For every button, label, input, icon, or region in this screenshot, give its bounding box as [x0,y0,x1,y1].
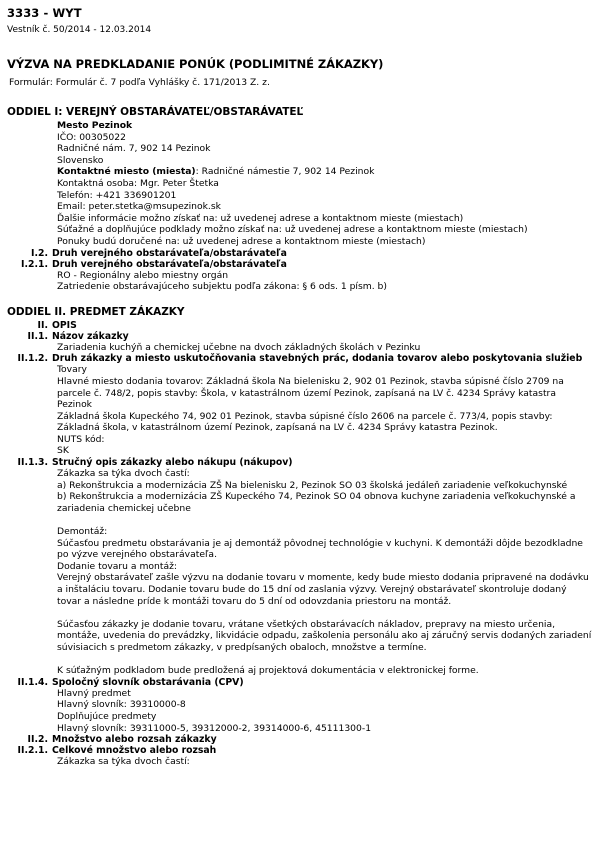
organization-address: Radničné nám. 7, 902 14 Pezinok [57,143,211,155]
clause-ii-opis [0,320,600,331]
section-heading-oddiel-ii: ODDIEL II. PREDMET ZÁKAZKY [7,305,185,318]
bulletin-reference: Vestník č. 50/2014 - 12.03.2014 [7,25,152,35]
contract-type-value: Tovary [57,364,87,376]
clause-i-2-1 [0,259,600,270]
authority-classification: Zatriedenie obstarávajúceho subjektu podľa zákona: § 6 ods. 1 písm. b) [57,281,387,293]
contact-place-label: Kontaktné miesto (miesta) [57,166,196,178]
cpv-main-subject-label: Hlavný predmet [57,687,131,699]
offers-delivery-note: Ponuky budú doručené na: už uvedenej adrese a kontaktnom mieste (miestach) [57,235,426,247]
clause-number: II.1.4. [17,676,48,688]
clause-number: I.2. [31,247,48,259]
clause-label: Druh verejného obstarávateľa/obstarávateľa [52,247,287,259]
clause-number: II.1.2. [17,353,48,365]
tender-documents-note: Súťažné a doplňujúce podklady možno získať na: už uvedenej adrese a kontaktnom mieste (miestach) [57,224,528,236]
clause-label: Druh zákazky a miesto uskutočňovania stavebných prác, dodania tovarov alebo poskytovania služieb [52,353,583,365]
clause-label: OPIS [52,319,77,331]
contact-place-value: : Radničné námestie 7, 902 14 Pezinok [195,166,375,178]
nuts-code-value: SK [57,445,69,457]
dismantling-label: Demontáž: [57,526,108,538]
description-part-a: a) Rekonštrukcia a modernizácia ZŠ Na bielenisku 2, Pezinok SO 03 školská jedáleň zariadenie veľkokuchynské [57,479,568,491]
organization-ico: IČO: 00305022 [57,131,126,143]
description-intro: Zákazka sa týka dvoch častí: [57,468,190,480]
dismantling-text: Súčasťou predmetu obstarávania je aj demontáž pôvodnej technológie v kuchyni. K demontáži dôjde bezodkladne po výzve verejného obstarávateľa. [57,537,583,561]
clause-number: II.1.3. [17,457,48,469]
delivery-text: Verejný obstarávateľ zašle výzvu na dodanie tovaru v momente, kedy bude miesto dodania pripravené na dodávku a inštaláciu tovaru. Dodanie tovaru bude do 15 dní od zaslania výzvy. Verejný obstarávateľ skontroluje dodaný tovar a následne príde k montáži tovaru do 5 dní od odovzdania priestoru na montáž. [57,572,589,607]
paragraph-spacer [0,514,600,526]
clause-number: II.2.1. [17,745,48,757]
form-reference: Formulár: Formulár č. 7 podľa Vyhlášky č. 171/2013 Z. z. [9,77,270,88]
total-quantity-value: Zákazka sa týka dvoch častí: [57,756,190,768]
clause-number: II.2. [27,734,48,746]
project-documentation-text: K súťažným podkladom bude predložená aj projektová dokumentácia v elektronickej forme. [57,665,479,677]
contact-person: Kontaktná osoba: Mgr. Peter Štetka [57,177,219,189]
clause-ii-1 [0,331,600,342]
clause-i-2 [0,248,600,259]
cpv-additional-label: Doplňujúce predmety [57,710,157,722]
scope-text: Súčasťou zákazky je dodanie tovaru, vrátane všetkých obstarávacích nákladov, prepravy na miesto určenia, montáže, uvedenia do prevádzky, likvidácie odpadu, zaškolenia personálu ako aj záručný servis dodaných zariadení súvisiacich s predmetom zákazky, v predpísaných obaloch, množstve a termíne. [57,618,592,653]
paragraph-spacer [0,654,600,666]
contact-phone: Telefón: +421 336901201 [57,189,177,201]
nuts-code-label: NUTS kód: [57,433,105,445]
cpv-main-code: Hlavný slovník: 39310000-8 [57,699,186,711]
more-information-note: Ďalšie informácie možno získať na: už uvedenej adrese a kontaktnom mieste (miestach) [57,212,464,224]
clause-label: Názov zákazky [52,330,129,342]
page-title: VÝZVA NA PREDKLADANIE PONÚK (PODLIMITNÉ ZÁKAZKY) [7,57,384,71]
document-page [0,6,600,856]
clause-label: Stručný opis zákazky alebo nákupu (nákupov) [52,457,293,469]
section-heading-oddiel-i: ODDIEL I: VEREJNÝ OBSTARÁVATEĽ/OBSTARÁVATEĽ [7,106,304,118]
contact-email: Email: peter.stetka@msupezinok.sk [57,201,221,213]
organization-country: Slovensko [57,154,104,166]
paragraph-spacer [0,607,600,619]
contract-title-value: Zariadenia kuchýň a chemickej učebne na dvoch základných školách v Pezinku [57,341,421,353]
clause-number: I.2.1. [21,258,48,270]
clause-number: II.1. [27,330,48,342]
delivery-place-2: Základná škola Kupeckého 74, 902 01 Pezinok, stavba súpisné číslo 2606 na parcele č. 773/4, popis stavby: Základná škola, v katastrálnom území Pezinok, zapísaná na LV č. 4234 Správy katastra Pezinok. [57,410,553,434]
clause-label: Množstvo alebo rozsah zákazky [52,734,217,746]
clause-number: II. [37,319,48,331]
document-id: 3333 - WYT [7,6,82,20]
clause-ii-1-2 [0,353,600,364]
clause-label: Celkové množstvo alebo rozsah [52,745,217,757]
delivery-place-1: Hlavné miesto dodania tovarov: Základná škola Na bielenisku 2, 902 01 Pezinok, stavba súpisné číslo 2709 na parcele č. 748/2, popis stavby: Škola, v katastrálnom území Pezinok, zapísaná na LV č. 4234 Správy katastra Pezinok [57,375,564,411]
authority-type-value: RO - Regionálny alebo miestny orgán [57,269,229,281]
cpv-additional-codes: Hlavný slovník: 39311000-5, 39312000-2, 39314000-6, 45111300-1 [57,722,372,734]
clause-ii-2 [0,734,600,745]
clause-label: Spoločný slovník obstarávania (CPV) [52,676,244,688]
clause-ii-1-4 [0,677,600,688]
clause-ii-1-3 [0,457,600,468]
clause-label: Druh verejného obstarávateľa/obstarávateľa [52,258,287,270]
organization-name: Mesto Pezinok [57,120,133,131]
description-part-b: b) Rekonštrukcia a modernizácia ZŠ Kupeckého 74, Pezinok SO 04 obnova kuchyne zariadenia veľkokuchynské a zariadenia chemickej učebne [57,491,576,514]
clause-ii-2-1 [0,745,600,756]
delivery-label: Dodanie tovaru a montáž: [57,560,178,572]
contact-place [57,166,592,178]
